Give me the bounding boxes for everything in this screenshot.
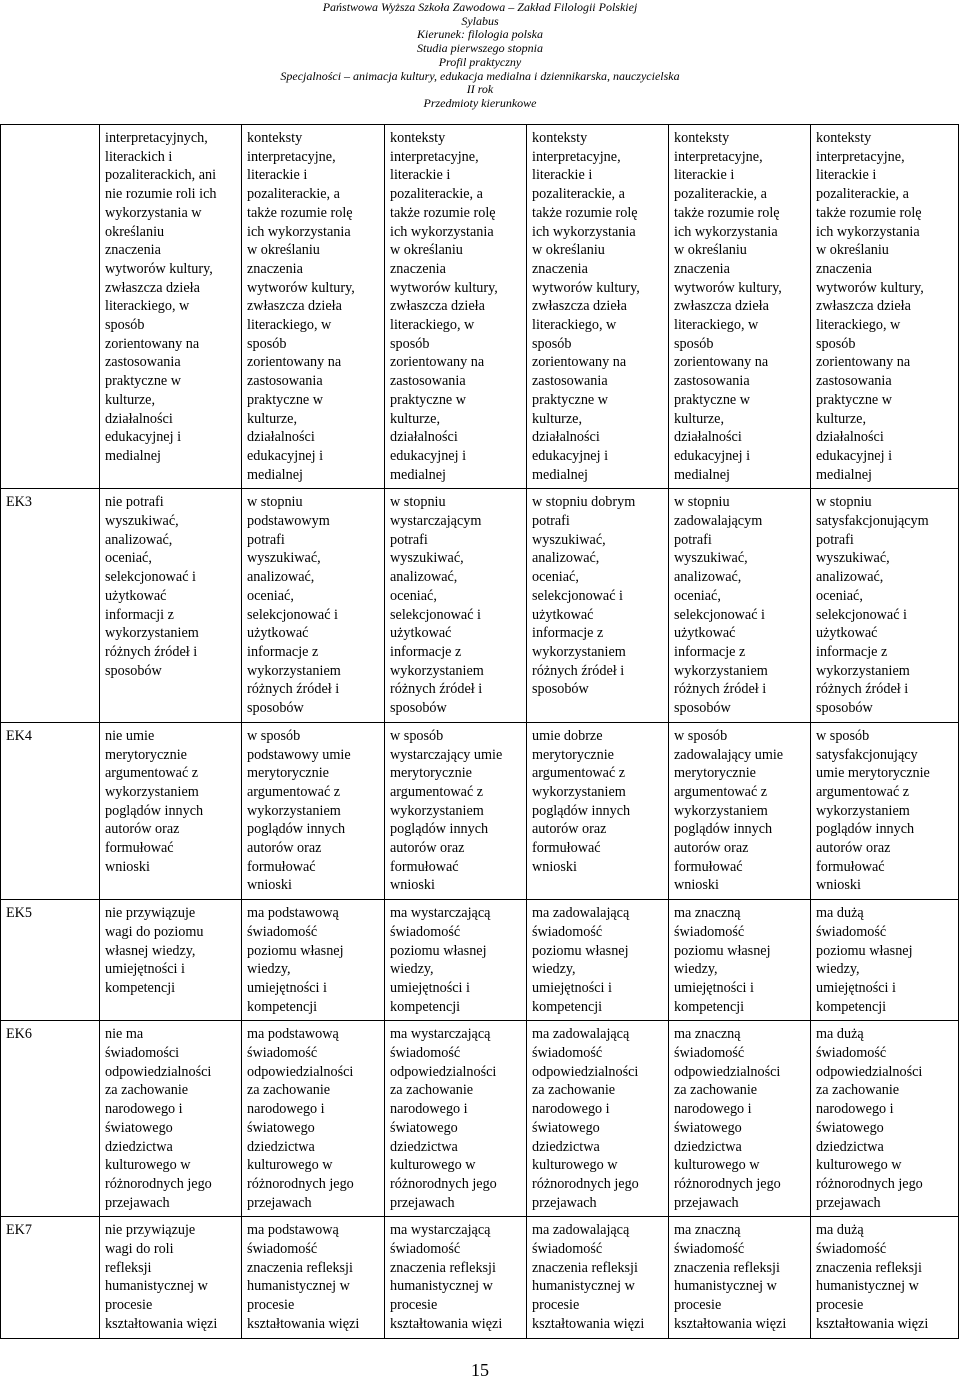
table-row (1, 1021, 959, 1217)
learning-outcome-code: EK3 (1, 489, 100, 722)
criteria-cell: ma dużą świadomość poziomu własnej wiedzy, umiejętności i kompetencji (811, 900, 959, 1021)
header-study-level: Studia pierwszego stopnia (416, 41, 543, 56)
criteria-cell: ma podstawową świadomość znaczenia refleksji humanistycznej w procesie kształtowania więzi (242, 1217, 385, 1338)
criteria-cell: umie dobrze merytorycznie argumentować z wykorzystaniem poglądów innych autorów oraz formułować wnioski (527, 722, 669, 899)
header-year: II rok (466, 82, 494, 97)
assessment-criteria-table (0, 124, 959, 1339)
table-row (1, 125, 959, 489)
criteria-cell: ma podstawową świadomość odpowiedzialności za zachowanie narodowego i światowego dziedzictwa kulturowego w różnorodnych jego przejawach (242, 1021, 385, 1217)
criteria-cell: konteksty interpretacyjne, literackie i pozaliterackie, a także rozumie rolę ich wykorzystania w określaniu znaczenia wytworów kultury, zwłaszcza dzieła literackiego, w sposób zorientowany na zastosowania praktyczne w kulturze, działalności edukacyjnej i medialnej (242, 125, 385, 489)
learning-outcome-code: EK6 (1, 1021, 100, 1217)
table-row (1, 489, 959, 722)
criteria-cell: nie ma świadomości odpowiedzialności za zachowanie narodowego i światowego dziedzictwa kulturowego w różnorodnych jego przejawach (100, 1021, 242, 1217)
criteria-cell: w stopniu dobrym potrafi wyszukiwać, analizować, oceniać, selekcjonować i użytkować informacje z wykorzystaniem różnych źródeł i sposobów (527, 489, 669, 722)
criteria-cell: w stopniu zadowalającym potrafi wyszukiwać, analizować, oceniać, selekcjonować i użytkować informacje z wykorzystaniem różnych źródeł i sposobów (669, 489, 811, 722)
criteria-cell: ma zadowalającą świadomość odpowiedzialności za zachowanie narodowego i światowego dziedzictwa kulturowego w różnorodnych jego przejawach (527, 1021, 669, 1217)
criteria-cell: ma znaczną świadomość odpowiedzialności za zachowanie narodowego i światowego dziedzictwa kulturowego w różnorodnych jego przejawach (669, 1021, 811, 1217)
criteria-cell: w sposób wystarczający umie merytorycznie argumentować z wykorzystaniem poglądów innych autorów oraz formułować wnioski (385, 722, 527, 899)
criteria-cell: w stopniu wystarczającym potrafi wyszukiwać, analizować, oceniać, selekcjonować i użytkować informacje z wykorzystaniem różnych źródeł i sposobów (385, 489, 527, 722)
header-institution: Państwowa Wyższa Szkoła Zawodowa – Zakład Filologii Polskiej (322, 0, 638, 14)
header-field-of-study: Kierunek: filologia polska (417, 27, 543, 42)
criteria-cell: interpretacyjnych, literackich i pozaliterackich, ani nie rozumie roli ich wykorzystania w określaniu znaczenia wytworów kultury, zwłaszcza dzieła literackiego, w sposób zorientowany na zastosowania praktyczne w kulturze, działalności edukacyjnej i medialnej (100, 125, 242, 489)
criteria-cell: w stopniu podstawowym potrafi wyszukiwać, analizować, oceniać, selekcjonować i użytkować informacje z wykorzystaniem różnych źródeł i sposobów (242, 489, 385, 722)
criteria-cell: w sposób satysfakcjonujący umie merytorycznie argumentować z wykorzystaniem poglądów innych autorów oraz formułować wnioski (811, 722, 959, 899)
criteria-cell: ma dużą świadomość odpowiedzialności za zachowanie narodowego i światowego dziedzictwa kulturowego w różnorodnych jego przejawach (811, 1021, 959, 1217)
learning-outcome-code: EK7 (1, 1217, 100, 1338)
header-document-type: Sylabus (461, 13, 499, 28)
criteria-cell: ma znaczną świadomość poziomu własnej wiedzy, umiejętności i kompetencji (669, 900, 811, 1021)
learning-outcome-code: EK5 (1, 900, 100, 1021)
learning-outcome-code: EK4 (1, 722, 100, 899)
learning-outcome-code (1, 125, 100, 489)
criteria-cell: ma znaczną świadomość znaczenia refleksji humanistycznej w procesie kształtowania więzi (669, 1217, 811, 1338)
criteria-cell: konteksty interpretacyjne, literackie i pozaliterackie, a także rozumie rolę ich wykorzystania w określaniu znaczenia wytworów kultury, zwłaszcza dzieła literackiego, w sposób zorientowany na zastosowania praktyczne w kulturze, działalności edukacyjnej i medialnej (385, 125, 527, 489)
criteria-cell: nie potrafi wyszukiwać, analizować, oceniać, selekcjonować i użytkować informacji z wykorzystaniem różnych źródeł i sposobów (100, 489, 242, 722)
page-number: 15 (471, 1360, 489, 1380)
table-row (1, 722, 959, 899)
criteria-cell: ma zadowalającą świadomość znaczenia refleksji humanistycznej w procesie kształtowania więzi (527, 1217, 669, 1338)
criteria-cell: w sposób zadowalający umie merytorycznie argumentować z wykorzystaniem poglądów innych autorów oraz formułować wnioski (669, 722, 811, 899)
table-row (1, 1217, 959, 1338)
criteria-cell: nie umie merytorycznie argumentować z wykorzystaniem poglądów innych autorów oraz formułować wnioski (100, 722, 242, 899)
criteria-cell: konteksty interpretacyjne, literackie i pozaliterackie, a także rozumie rolę ich wykorzystania w określaniu znaczenia wytworów kultury, zwłaszcza dzieła literackiego, w sposób zorientowany na zastosowania praktyczne w kulturze, działalności edukacyjnej i medialnej (527, 125, 669, 489)
criteria-cell: ma podstawową świadomość poziomu własnej wiedzy, umiejętności i kompetencji (242, 900, 385, 1021)
header-course-group: Przedmioty kierunkowe (423, 95, 537, 110)
header-specializations: Specjalności – animacja kultury, edukacja medialna i dziennikarska, nauczycielska (280, 68, 680, 83)
criteria-cell: ma zadowalającą świadomość poziomu własnej wiedzy, umiejętności i kompetencji (527, 900, 669, 1021)
criteria-cell: ma wystarczającą świadomość znaczenia refleksji humanistycznej w procesie kształtowania więzi (385, 1217, 527, 1338)
document-header (0, 0, 960, 111)
criteria-cell: ma wystarczającą świadomość poziomu własnej wiedzy, umiejętności i kompetencji (385, 900, 527, 1021)
criteria-cell: w stopniu satysfakcjonującym potrafi wyszukiwać, analizować, oceniać, selekcjonować i użytkować informacje z wykorzystaniem różnych źródeł i sposobów (811, 489, 959, 722)
criteria-cell: ma wystarczającą świadomość odpowiedzialności za zachowanie narodowego i światowego dziedzictwa kulturowego w różnorodnych jego przejawach (385, 1021, 527, 1217)
criteria-cell: konteksty interpretacyjne, literackie i pozaliterackie, a także rozumie rolę ich wykorzystania w określaniu znaczenia wytworów kultury, zwłaszcza dzieła literackiego, w sposób zorientowany na zastosowania praktyczne w kulturze, działalności edukacyjnej i medialnej (811, 125, 959, 489)
table-row (1, 900, 959, 1021)
criteria-cell: konteksty interpretacyjne, literackie i pozaliterackie, a także rozumie rolę ich wykorzystania w określaniu znaczenia wytworów kultury, zwłaszcza dzieła literackiego, w sposób zorientowany na zastosowania praktyczne w kulturze, działalności edukacyjnej i medialnej (669, 125, 811, 489)
criteria-cell: nie przywiązuje wagi do poziomu własnej wiedzy, umiejętności i kompetencji (100, 900, 242, 1021)
criteria-cell: w sposób podstawowy umie merytorycznie argumentować z wykorzystaniem poglądów innych autorów oraz formułować wnioski (242, 722, 385, 899)
criteria-cell: ma dużą świadomość znaczenia refleksji humanistycznej w procesie kształtowania więzi (811, 1217, 959, 1338)
header-profile: Profil praktyczny (438, 54, 522, 69)
criteria-cell: nie przywiązuje wagi do roli refleksji humanistycznej w procesie kształtowania więzi (100, 1217, 242, 1338)
